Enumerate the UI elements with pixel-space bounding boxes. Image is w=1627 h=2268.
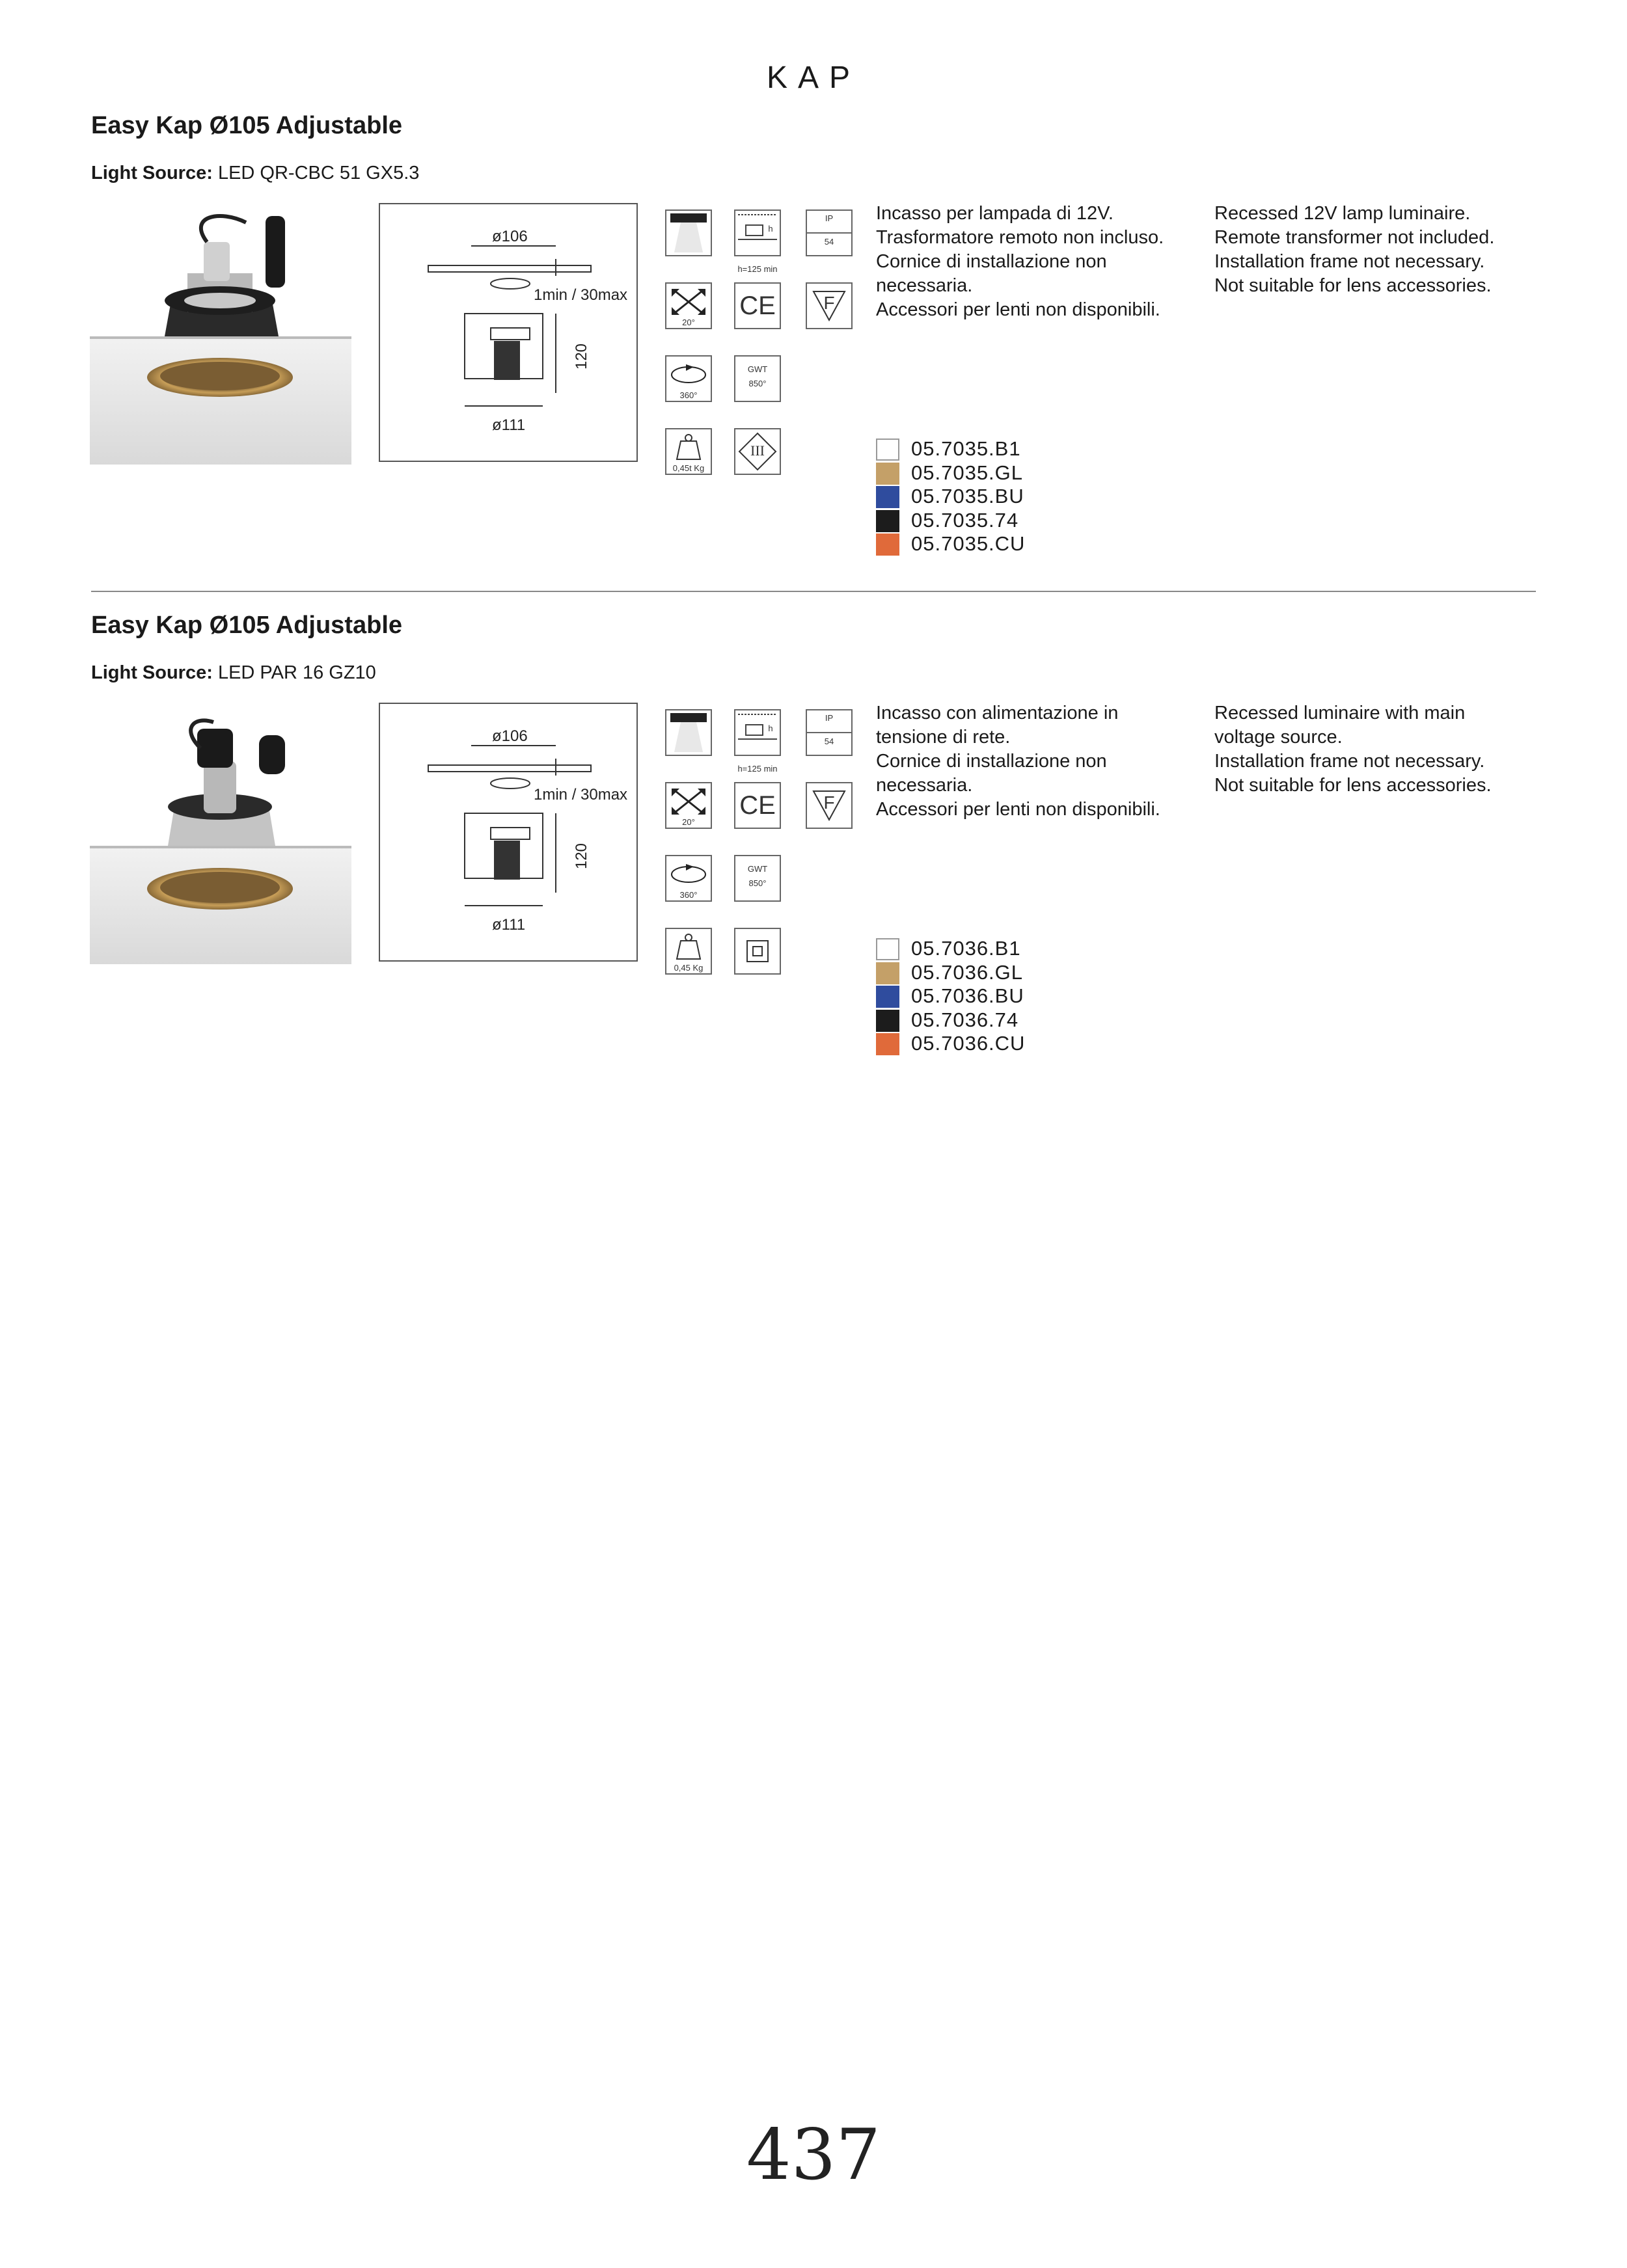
dimension-adjust: 1min / 30max bbox=[534, 786, 628, 803]
desc-it-line: Cornice di installazione non bbox=[876, 751, 1107, 772]
desc-en-line: Not suitable for lens accessories. bbox=[1214, 775, 1492, 796]
dimension-top: ø106 bbox=[492, 727, 528, 745]
dimension-bottom: ø111 bbox=[492, 416, 526, 434]
class-ii-icon bbox=[734, 928, 781, 975]
tilt-label: 20° bbox=[682, 317, 695, 327]
recess-depth-label: h=125 min bbox=[737, 264, 778, 274]
weight-icon bbox=[665, 928, 712, 975]
desc-it-line: necessaria. bbox=[876, 275, 973, 296]
description-en bbox=[1214, 701, 1533, 798]
weight-label: 0,45 Kg bbox=[674, 963, 704, 973]
color-swatch bbox=[876, 938, 899, 960]
rotation-label: 360° bbox=[679, 890, 698, 900]
beam-icon bbox=[665, 709, 712, 756]
dimension-height: 120 bbox=[573, 343, 591, 370]
weight-icon bbox=[665, 428, 712, 475]
desc-it-line: Cornice di installazione non bbox=[876, 251, 1107, 272]
gwt-label: GWT bbox=[747, 364, 768, 374]
description-it bbox=[876, 701, 1195, 822]
desc-it-line: Incasso con alimentazione in bbox=[876, 703, 1119, 723]
tilt-label: 20° bbox=[682, 817, 695, 827]
product-code: 05.7036.GL bbox=[911, 960, 1024, 984]
recess-depth-label: h=125 min bbox=[737, 764, 778, 774]
product-code: 05.7035.B1 bbox=[911, 437, 1021, 460]
rotation-icon bbox=[665, 355, 712, 402]
beam-icon bbox=[665, 209, 712, 256]
desc-en-line: voltage source. bbox=[1214, 727, 1343, 748]
product-code: 05.7035.BU bbox=[911, 485, 1024, 507]
color-swatch bbox=[876, 1010, 899, 1032]
color-swatch bbox=[876, 533, 899, 556]
desc-en-line: Recessed luminaire with main bbox=[1214, 703, 1466, 723]
light-source-label: Light Source: bbox=[91, 163, 213, 183]
gwt-label: GWT bbox=[747, 864, 768, 874]
ce-label: CE bbox=[739, 291, 776, 320]
desc-it-line: Incasso per lampada di 12V. bbox=[876, 203, 1114, 224]
desc-en-line: Installation frame not necessary. bbox=[1214, 751, 1485, 772]
rotation-label: 360° bbox=[679, 390, 698, 400]
desc-it-line: Accessori per lenti non disponibili. bbox=[876, 299, 1160, 320]
color-swatch bbox=[876, 962, 899, 984]
light-source bbox=[91, 163, 419, 184]
light-source-value: LED QR-CBC 51 GX5.3 bbox=[217, 163, 420, 183]
gwt-icon bbox=[734, 855, 781, 902]
color-swatch bbox=[876, 463, 899, 485]
desc-it-line: Trasformatore remoto non incluso. bbox=[876, 227, 1164, 248]
f-label: F bbox=[823, 792, 835, 813]
tilt-icon bbox=[665, 282, 712, 329]
technical-drawing bbox=[379, 703, 638, 962]
product-code: 05.7035.GL bbox=[911, 461, 1024, 484]
ip-value: 54 bbox=[824, 237, 834, 247]
product-code: 05.7036.CU bbox=[911, 1032, 1026, 1055]
product-photo bbox=[90, 203, 351, 465]
f-mark-icon bbox=[806, 782, 853, 829]
product-photo bbox=[90, 703, 351, 964]
color-swatch bbox=[876, 510, 899, 532]
light-source bbox=[91, 662, 376, 684]
desc-en-line: Not suitable for lens accessories. bbox=[1214, 275, 1492, 296]
dimension-bottom: ø111 bbox=[492, 916, 526, 934]
color-swatch bbox=[876, 439, 899, 461]
section-divider bbox=[91, 591, 1536, 592]
product-title: Easy Kap Ø105 Adjustable bbox=[91, 612, 403, 639]
f-mark-icon bbox=[806, 282, 853, 329]
product-code: 05.7036.BU bbox=[911, 984, 1024, 1007]
light-source-label: Light Source: bbox=[91, 662, 213, 683]
rotation-icon bbox=[665, 855, 712, 902]
gwt-value: 850° bbox=[748, 379, 767, 388]
recess-h-label: h bbox=[768, 723, 773, 733]
desc-it-line: necessaria. bbox=[876, 775, 973, 796]
light-source-value: LED PAR 16 GZ10 bbox=[217, 662, 376, 683]
product-section-2 bbox=[0, 612, 1627, 1080]
recess-depth-icon bbox=[734, 209, 781, 274]
ce-label: CE bbox=[739, 791, 776, 820]
product-section-1 bbox=[0, 112, 1627, 580]
ce-mark-icon bbox=[734, 782, 781, 829]
dimension-adjust: 1min / 30max bbox=[534, 286, 628, 304]
desc-it-line: tensione di rete. bbox=[876, 727, 1011, 748]
recess-depth-icon bbox=[734, 709, 781, 774]
desc-en-line: Installation frame not necessary. bbox=[1214, 251, 1485, 272]
ip-label: IP bbox=[825, 213, 834, 223]
dimension-height: 120 bbox=[573, 843, 591, 870]
page-number: 437 bbox=[746, 2114, 881, 2196]
description-it bbox=[876, 202, 1195, 322]
ce-mark-icon bbox=[734, 282, 781, 329]
desc-en-line: Remote transformer not included. bbox=[1214, 227, 1495, 248]
class-label: III bbox=[750, 442, 765, 459]
gwt-icon bbox=[734, 355, 781, 402]
color-swatch bbox=[876, 486, 899, 508]
ip-rating-icon bbox=[806, 709, 853, 756]
product-code: 05.7036.B1 bbox=[911, 937, 1021, 960]
color-swatch bbox=[876, 986, 899, 1008]
recess-h-label: h bbox=[768, 224, 773, 234]
product-code: 05.7036.74 bbox=[911, 1008, 1019, 1031]
desc-en-line: Recessed 12V lamp luminaire. bbox=[1214, 203, 1471, 224]
product-code: 05.7035.CU bbox=[911, 532, 1026, 555]
ip-label: IP bbox=[825, 713, 834, 723]
description-en bbox=[1214, 202, 1533, 298]
brand-header: KAP bbox=[766, 61, 861, 95]
gwt-value: 850° bbox=[748, 878, 767, 888]
desc-it-line: Accessori per lenti non disponibili. bbox=[876, 799, 1160, 820]
weight-label: 0,45t Kg bbox=[672, 463, 705, 473]
technical-drawing bbox=[379, 203, 638, 462]
product-title: Easy Kap Ø105 Adjustable bbox=[91, 112, 403, 139]
ip-value: 54 bbox=[824, 736, 834, 746]
f-label: F bbox=[823, 293, 835, 313]
tilt-icon bbox=[665, 782, 712, 829]
ip-rating-icon bbox=[806, 209, 853, 256]
dimension-top: ø106 bbox=[492, 228, 528, 245]
product-code: 05.7035.74 bbox=[911, 508, 1019, 532]
class-iii-icon bbox=[734, 428, 781, 475]
color-swatch bbox=[876, 1033, 899, 1055]
